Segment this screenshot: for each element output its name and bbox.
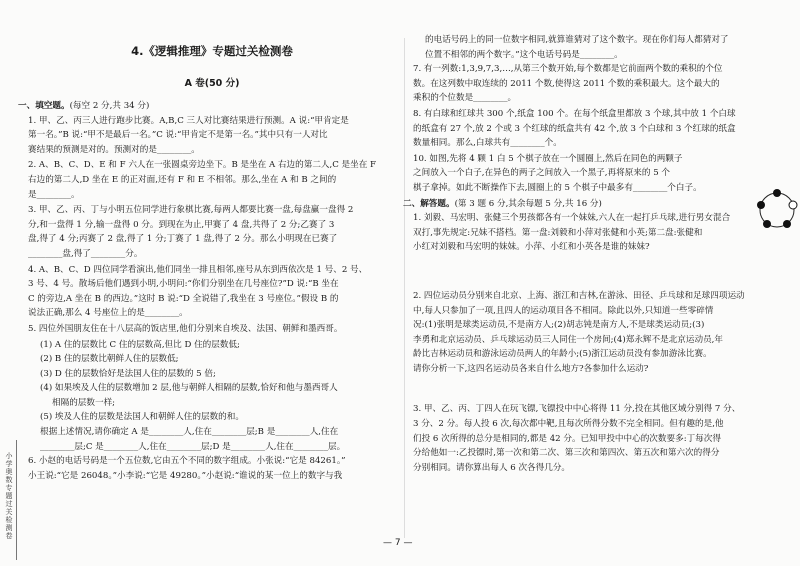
black-stone [773, 189, 781, 197]
question-8-line: 8. 有白球和红球共 300 个,纸盒 100 个。在每个纸盒里都放 3 个球,其中放 1 个白球 [413, 108, 736, 119]
question-4-line: 说法正确,那么 4 号座位上的是________。 [28, 308, 188, 319]
white-stone [789, 201, 797, 209]
question-5-item: (3) D 住的层数恰好是法国人住的层数的 5 倍; [40, 368, 216, 379]
question-1-line: 第一名。”B 说:“甲不是最后一名。”C 说:“甲肯定不是第一名。”其中只有一人对比 [28, 130, 328, 141]
problem-2 [413, 289, 785, 377]
problem-3-line: 们投 6 次所得的总分是相同的,都是 42 分。已知甲投中中心的次数要多:丁每次得 [413, 433, 721, 444]
section-2-title: 二、解答题。 [403, 198, 455, 209]
question-8 [413, 107, 785, 151]
problem-2-line: 2. 四位运动员分别来自北京、上海、浙江和吉林,在游泳、田径、乒乓球和足球四项运动 [413, 290, 745, 301]
section-1-title: 一、填空题。 [18, 101, 70, 111]
problem-2-line: 况:(1)张明是球类运动员,不是南方人;(2)胡志钝是南方人,不是球类运动员;(3) [413, 320, 705, 331]
question-4-line: C 的旁边,A 坐在 B 的西边。”这时 B 说:“D 全说错了,我坐在 3 号座位。”假设 B 的 [28, 293, 339, 304]
problem-3-line: 分给他如一:乙投镖时,第一次和第二次、第三次和第四次、第五次和第六次的得分 [413, 448, 720, 459]
question-2-line: 是________。 [28, 189, 80, 200]
problem-1-line: 小红对刘毅和马宏明的妹妹。小萍、小红和小英各是谁的妹妹? [413, 242, 650, 253]
right-content [403, 33, 785, 476]
question-5-ask: 根据上述情况,请你确定 A 是________人,住在________层;B 是________人,住在 [40, 427, 339, 438]
black-stone [763, 220, 771, 228]
section-2-heading [403, 197, 785, 212]
question-10-line: 10. 如图,先将 4 颗 1 白 5 个棋子放在一个圆圈上,然后在同色的两颗子 [413, 153, 683, 164]
problem-3-line: 分别相同。请你算出每人 6 次各得几分。 [413, 462, 571, 473]
question-4-line: 4. A、B、C、D 四位同学看演出,他们同坐一排且相邻,座号从东到西依次是 1 号、2 号、 [28, 264, 368, 275]
question-5-intro: 5. 四位外国朋友住在十八层高的饭店里,他们分别来自埃及、法国、朝鲜和墨西哥。 [28, 323, 343, 334]
black-stone [757, 201, 765, 209]
question-5-ask: ________层;C 是________人,住在________层;D 是________人,住在________层。 [40, 441, 346, 452]
question-1-line: 1. 甲、乙、丙三人进行跑步比赛。A,B,C 三人对比赛结果进行预测。A 说:“甲肯定是 [28, 115, 349, 126]
section-2-note: (第 3 题 6 分,其余每题 5 分,共 16 分) [454, 198, 602, 209]
question-10-line: 之间放入一个白子,在异色的两子之间放入一个黑子,再将原来的 5 个 [413, 168, 671, 179]
problem-1-line: 1. 刘毅、马宏明、张健三个男孩都各有一个妹妹,六人在一起打乒乓球,进行男女混合 [413, 213, 731, 224]
question-7-line: 数。在这列数中取连续的 2011 个数,使得这 2011 个数的乘积最大。这个最大的 [413, 78, 720, 89]
question-2 [28, 158, 396, 202]
left-content [18, 99, 396, 484]
question-4-line: 3 号、4 号。散场后他们遇到小明,小明问:“你们分别坐在几号座位?”D 说:“B 坐在 [28, 279, 339, 290]
question-3 [28, 203, 396, 261]
problem-2-line: 请你分析一下,这四名运动员各来自什么地方?各参加什么运动? [413, 363, 649, 374]
stone-circle-figure [753, 186, 800, 234]
question-5-item: 相隔的层数一样; [52, 397, 116, 408]
question-5-item: (1) A 住的层数比 C 住的层数高,但比 D 住的层数低; [40, 339, 240, 350]
question-3-line: 盘,得了 4 分;丙赛了 2 盘,得了 1 分;丁赛了 1 盘,得了 2 分。那么小明现在已赛了 [28, 234, 338, 245]
problem-3-line: 3. 甲、乙、丙、丁四人在玩飞镖,飞镖投中中心将得 11 分,投在其他区域分别得 7 分、 [413, 404, 741, 415]
black-stone [783, 220, 791, 228]
section-1-note: (每空 2 分,共 34 分) [69, 101, 150, 111]
question-1 [28, 114, 396, 158]
problem-3 [413, 402, 785, 475]
question-5-item: (2) B 住的层数比朝鲜人住的层数低; [40, 354, 179, 365]
column-divider [404, 38, 405, 538]
question-3-line: 3. 甲、乙、丙、丁与小明五位同学进行象棋比赛,每两人都要比赛一盘,每盘赢一盘得 2 [28, 205, 354, 216]
page-title: 4.《逻辑推理》专题过关检测卷 [131, 44, 293, 58]
section-1-heading [18, 99, 396, 114]
question-4 [28, 263, 396, 321]
question-6-line: 6. 小赵的电话号码是一个五位数,它由五个不同的数字组成。小张说:“它是 84261。” [28, 456, 346, 467]
question-8-line: 数量相同。那么,白球共有________个。 [413, 138, 562, 149]
problem-1 [413, 211, 785, 255]
question-5-item: (5) 埃及人住的层数是法国人和朝鲜人住的层数的和。 [40, 412, 244, 423]
problem-2-line: 中,每人只参加了一项,且四人的运动项目各不相同。除此以外,只知道一些零碎情 [413, 305, 714, 316]
question-8-line: 的纸盒有 27 个,放 2 个或 3 个红球的纸盒共有 42 个,放 3 个白球和 3 个红球的纸盒 [413, 123, 736, 134]
question-3-line: 分,和一盘得 1 分,输一盘得 0 分。到现在为止,甲赛了 4 盘,共得了 2 分;乙赛了 3 [28, 219, 335, 230]
question-10-line: 棋子拿掉。如此不断操作下去,圆圈上的 5 个棋子中最多有________个白子。 [413, 182, 702, 193]
question-10 [413, 152, 785, 196]
side-label: 小学奥数专题过关检测卷 [5, 452, 13, 540]
problem-2-line: 龄比吉林运动员和游泳运动员两人的年龄小;(5)浙江运动员没有参加游泳比赛。 [413, 349, 712, 360]
question-2-line: 右边的第二人,D 坐在 E 的正对面,还有 F 和 E 不相邻。那么,坐在 A 和 B 之间的 [28, 174, 337, 185]
page-number: — 7 — [383, 538, 413, 548]
question-6 [28, 454, 396, 483]
problem-2-line: 李勇和北京运动员、乒乓球运动员三人同住一个房间;(4)郑永辉不是北京运动员,年 [413, 334, 723, 345]
question-7-line: 乘积的个位数是________。 [413, 93, 517, 104]
side-rule [16, 440, 17, 560]
page-subtitle: A 卷(50 分) [184, 78, 240, 89]
problem-1-line: 双打,事先规定:兄妹不搭档。第一盘:刘毅和小萍对张健和小英;第二盘:张健和 [413, 227, 703, 238]
question-2-line: 2. A、B、C、D、E 和 F 六人在一张圆桌旁边坐下。B 是坐在 A 右边的第二人,C 是坐在 F [28, 160, 377, 171]
question-3-line: ________盘,得了________分。 [28, 248, 143, 259]
question-6-cont: 位置不相邻的两个数字。”这个电话号码是________。 [425, 49, 623, 60]
question-6-line: 小王说:“它是 26048。”小李说:“它是 49280。”小赵说:“谁说的某一位上的数字与我 [28, 470, 343, 481]
question-5-item: (4) 如果埃及人住的层数增加 2 层,他与朝鲜人相隔的层数,恰好和他与墨西哥人 [40, 383, 338, 394]
question-6-cont: 的电话号码上的同一位数字相同,就算谁猜对了这个数字。现在你们每人都猜对了 [425, 35, 729, 45]
problem-3-line: 3 分、2 分。每人投 6 次,每次都中靶,且每次所得分数不完全相同。但有趣的是,他 [413, 419, 724, 430]
question-5 [28, 322, 396, 337]
question-1-line: 赛结果的预测是对的。预测对的是________。 [28, 144, 200, 155]
question-7-line: 7. 有一列数:1,3,9,7,3,…,从第三个数开始,每个数都是它前面两个数的乘积的个位 [413, 64, 723, 75]
question-7 [413, 62, 785, 106]
